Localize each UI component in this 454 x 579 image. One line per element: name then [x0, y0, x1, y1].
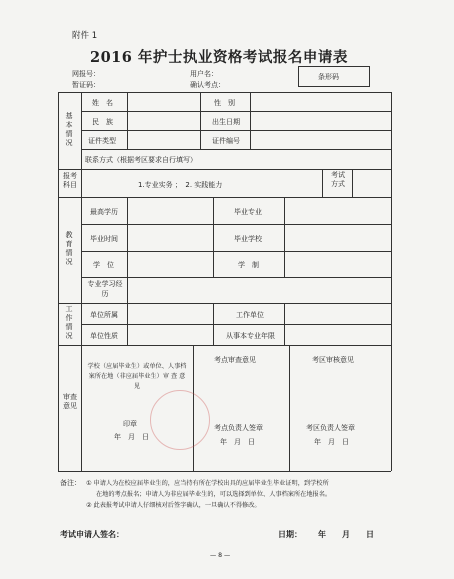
page-title: 2016 年护士执业资格考试报名申请表 [90, 49, 348, 66]
id-no-label: 证件编号 [212, 137, 240, 145]
notes-label: 备注： [60, 479, 81, 487]
ethnicity-label: 民 族 [92, 118, 113, 126]
school-label: 毕业学校 [234, 235, 262, 243]
grad-time-label: 毕业时间 [90, 235, 118, 243]
nature-label: 单位性质 [90, 332, 118, 340]
work-section-label: 工作情况 [65, 305, 73, 340]
basic-section-label: 基本情况 [65, 112, 73, 147]
signature-label: 考试申请人签名： [60, 530, 124, 539]
region-opinion-label: 考区审核意见 [312, 356, 354, 364]
attachment-label: 附件 1 [72, 31, 98, 41]
note-1b: 在地的考点报名；申请人为非应届毕业生的，可以选择到单位、人事档案所在地报名。 [96, 491, 332, 498]
note-2: ② 此表报考试申请人仔细核对后签字确认，一旦确认不得修改。 [86, 502, 261, 509]
school-date: 年 月 日 [114, 433, 149, 441]
study-exp-label: 专业学习经历 [87, 280, 123, 298]
barcode-label: 条形码 [318, 73, 339, 81]
page-number: — 8 — [210, 552, 231, 559]
school-seal-label: 印章 [123, 420, 137, 428]
review-section-label: 审查意见 [63, 393, 77, 410]
confirm-site-label: 确认考点： [190, 81, 225, 89]
site-opinion-label: 考点审查意见 [214, 356, 256, 364]
username-label: 用户名： [190, 70, 218, 78]
birth-label: 出生日期 [212, 118, 240, 126]
school-opinion-text: 学校（应届毕业生）或单位、人事档案所在地（非应届毕业生）审 查 意 见 [87, 363, 187, 390]
region-date: 年 月 日 [314, 438, 349, 446]
exam-subjects: 1.专业实务 ； 2. 实践能力 [138, 181, 223, 189]
exam-section-label: 报考科目 [63, 172, 77, 189]
id-type-label: 证件类型 [88, 137, 116, 145]
degree-label: 学 位 [93, 261, 114, 269]
years-label: 从事本专业年限 [226, 332, 275, 340]
system-label: 学 制 [238, 261, 259, 269]
unit-label: 工作单位 [236, 311, 264, 319]
gender-label: 性 别 [214, 99, 235, 107]
site-date: 年 月 日 [220, 438, 255, 446]
name-label: 姓 名 [92, 99, 113, 107]
site-sign-label: 考点负责人签章 [214, 424, 263, 432]
pass-code-label: 暂证码： [72, 81, 100, 89]
exam-mode-label: 考试方式 [331, 171, 345, 188]
major-label: 毕业专业 [234, 208, 262, 216]
official-seal [150, 390, 210, 450]
date-label: 日期： [278, 530, 302, 539]
edu-section-label: 教育情况 [65, 231, 73, 266]
net-no-label: 网报号： [72, 70, 100, 78]
note-1: ① 申请人为在校应届毕业生的，应当持有所在学校出具的应届毕业生毕业证明，到学校所 [86, 480, 329, 487]
region-sign-label: 考区负责人签章 [306, 424, 355, 432]
date-ymd: 年 月 日 [318, 530, 374, 539]
dept-label: 单位所属 [90, 311, 118, 319]
contact-label: 联系方式（根据考区要求自行填写） [85, 156, 197, 164]
highest-edu-label: 最高学历 [90, 208, 118, 216]
